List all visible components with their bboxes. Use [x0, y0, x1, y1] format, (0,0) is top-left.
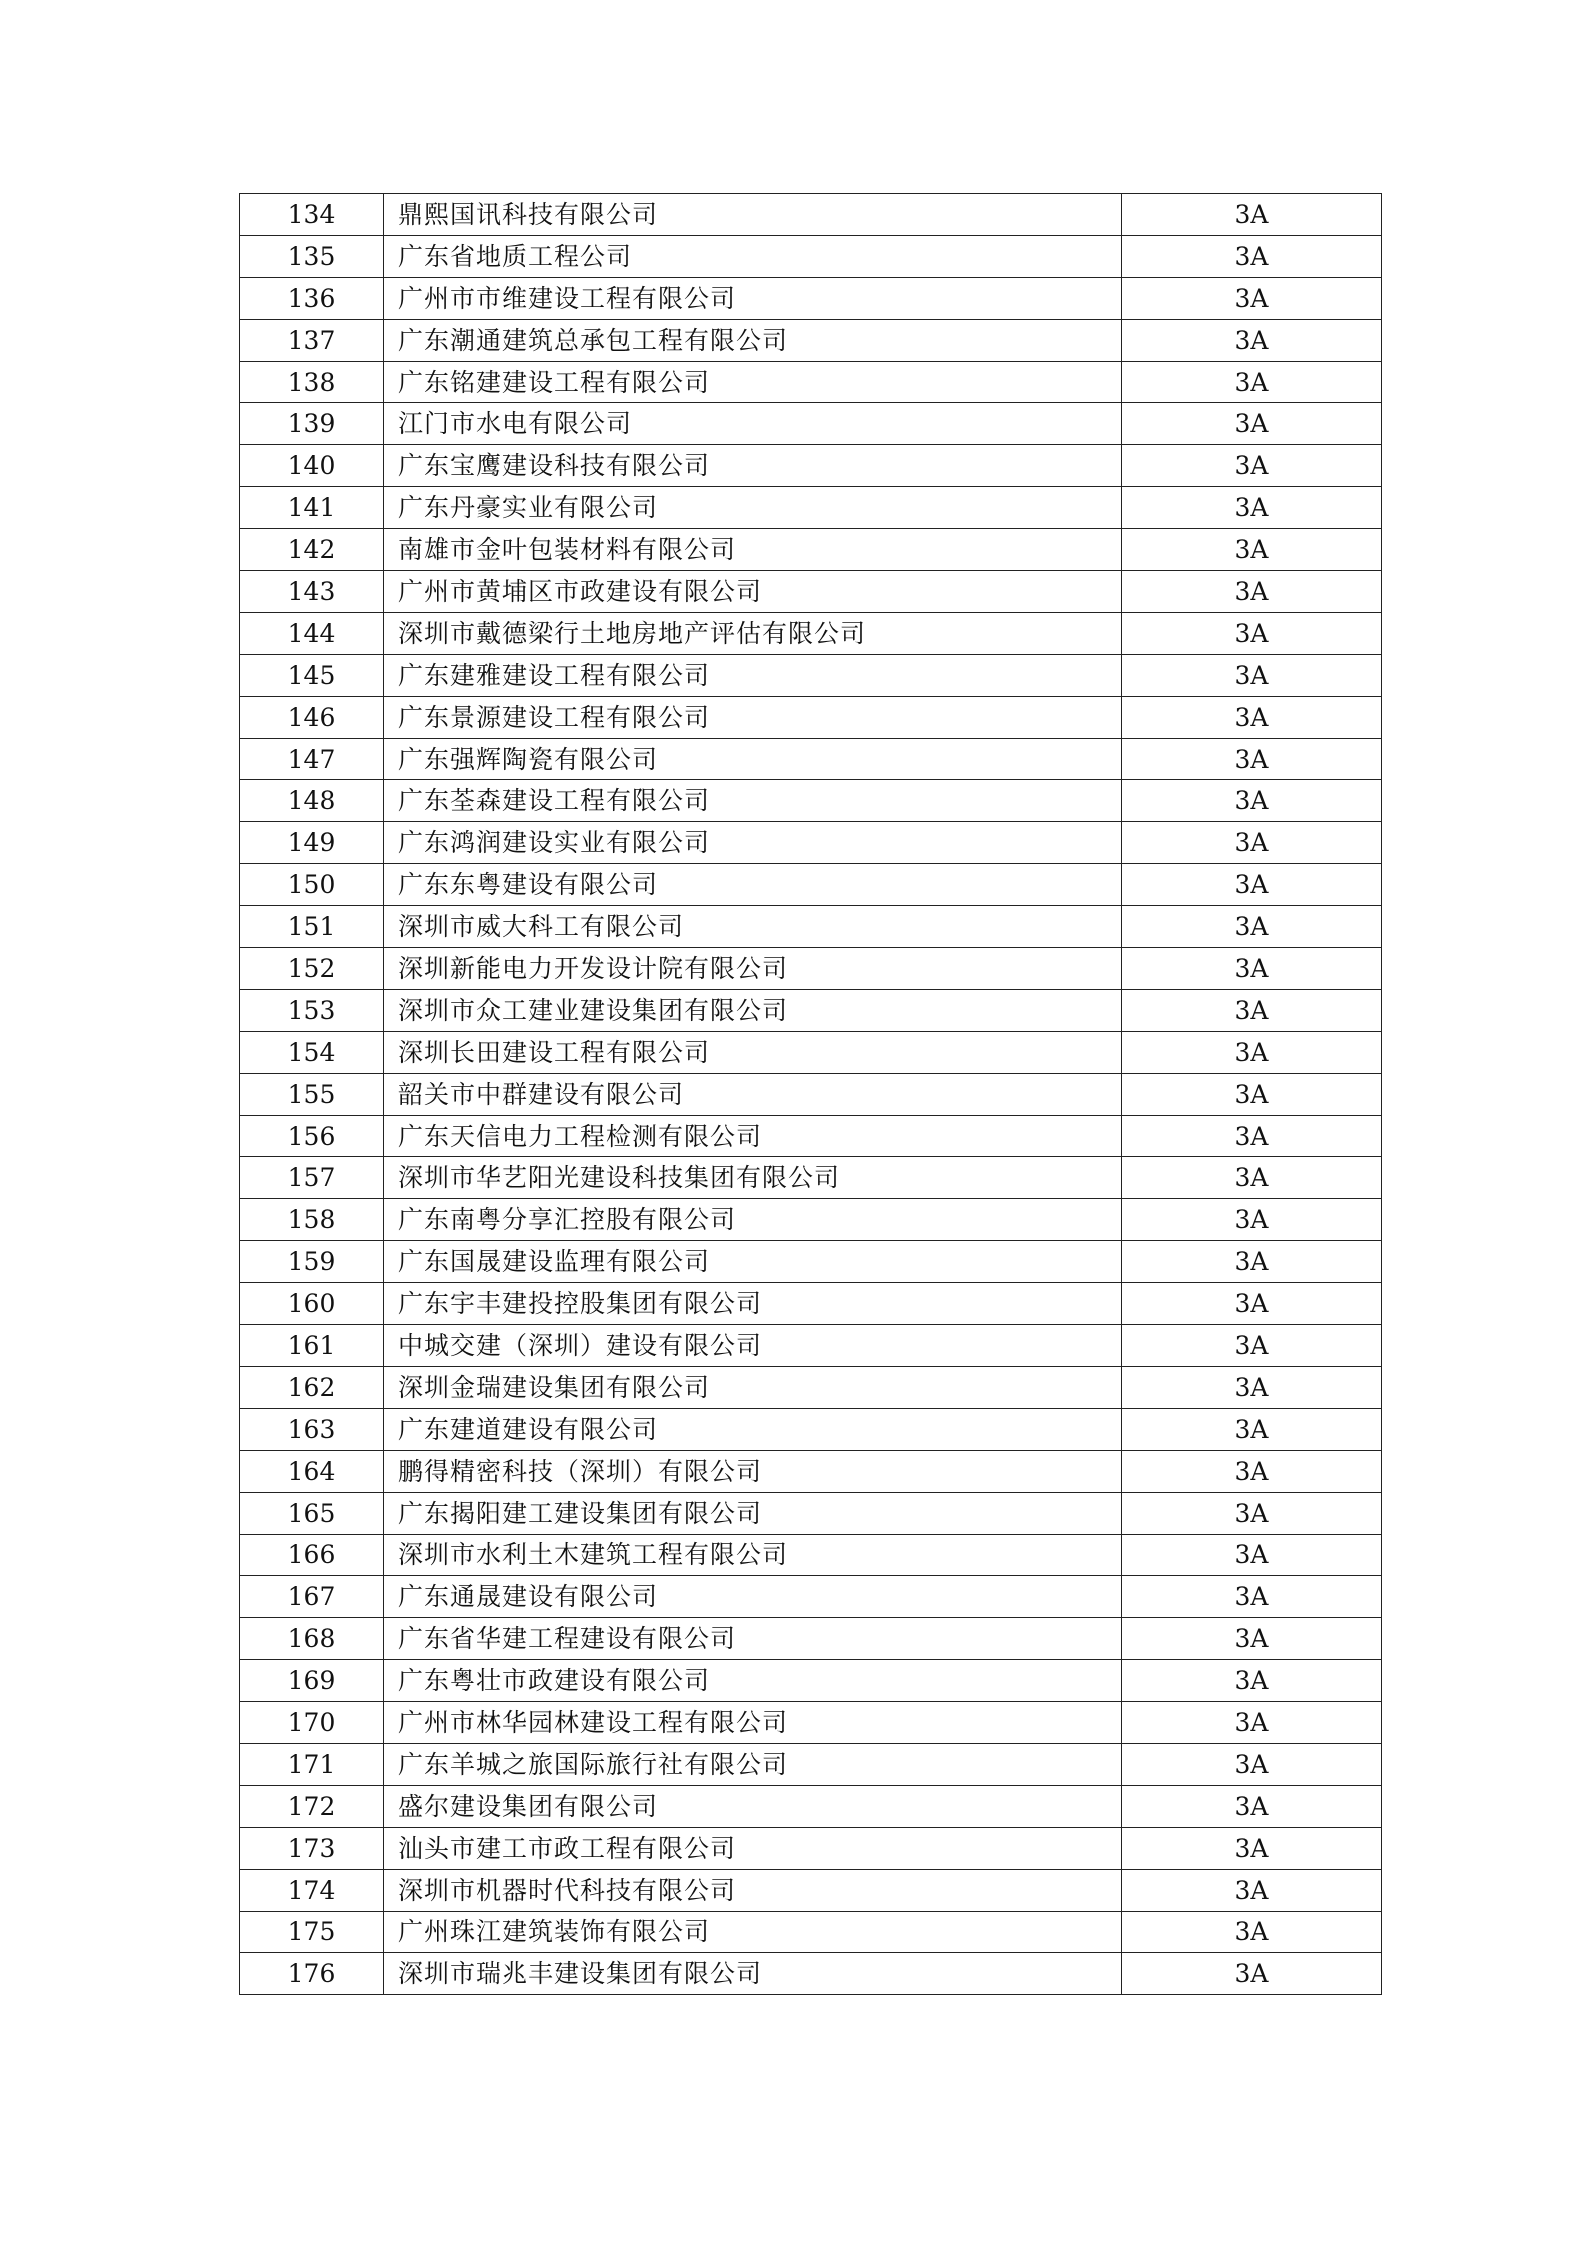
table-row [240, 1366, 1382, 1408]
row-number: 155 [240, 1073, 384, 1115]
row-number: 150 [240, 864, 384, 906]
row-number: 175 [240, 1911, 384, 1953]
row-number: 141 [240, 487, 384, 529]
company-name: 广东景源建设工程有限公司 [384, 696, 1122, 738]
company-name: 广东铭建建设工程有限公司 [384, 361, 1122, 403]
row-number: 174 [240, 1869, 384, 1911]
row-number: 164 [240, 1450, 384, 1492]
credit-grade: 3A [1122, 487, 1382, 529]
credit-grade: 3A [1122, 906, 1382, 948]
credit-grade: 3A [1122, 654, 1382, 696]
table-row [240, 1702, 1382, 1744]
row-number: 137 [240, 319, 384, 361]
table-row [240, 1743, 1382, 1785]
credit-grade: 3A [1122, 319, 1382, 361]
table-row [240, 989, 1382, 1031]
company-name: 江门市水电有限公司 [384, 403, 1122, 445]
table-row [240, 1534, 1382, 1576]
row-number: 159 [240, 1241, 384, 1283]
table-row [240, 1115, 1382, 1157]
row-number: 172 [240, 1785, 384, 1827]
credit-grade: 3A [1122, 1911, 1382, 1953]
credit-grade: 3A [1122, 1450, 1382, 1492]
company-name: 广州珠江建筑装饰有限公司 [384, 1911, 1122, 1953]
credit-grade: 3A [1122, 1199, 1382, 1241]
company-name: 深圳市威大科工有限公司 [384, 906, 1122, 948]
table-row [240, 1492, 1382, 1534]
row-number: 151 [240, 906, 384, 948]
table-row [240, 1618, 1382, 1660]
credit-grade: 3A [1122, 738, 1382, 780]
company-name: 广东粤壮市政建设有限公司 [384, 1660, 1122, 1702]
row-number: 160 [240, 1283, 384, 1325]
company-name: 汕头市建工市政工程有限公司 [384, 1827, 1122, 1869]
company-name: 广东省地质工程公司 [384, 235, 1122, 277]
table-row [240, 948, 1382, 990]
company-name: 深圳长田建设工程有限公司 [384, 1031, 1122, 1073]
company-name: 广东东粤建设有限公司 [384, 864, 1122, 906]
table-row [240, 822, 1382, 864]
table-row [240, 612, 1382, 654]
credit-grade: 3A [1122, 612, 1382, 654]
table-row [240, 1785, 1382, 1827]
company-name: 深圳市众工建业建设集团有限公司 [384, 989, 1122, 1031]
row-number: 154 [240, 1031, 384, 1073]
company-name: 南雄市金叶包装材料有限公司 [384, 529, 1122, 571]
company-name: 深圳市瑞兆丰建设集团有限公司 [384, 1953, 1122, 1995]
row-number: 148 [240, 780, 384, 822]
row-number: 156 [240, 1115, 384, 1157]
table-row [240, 1576, 1382, 1618]
table-row [240, 1157, 1382, 1199]
table-row [240, 1827, 1382, 1869]
company-name: 广东建雅建设工程有限公司 [384, 654, 1122, 696]
table-row [240, 361, 1382, 403]
row-number: 140 [240, 445, 384, 487]
company-name: 广东建道建设有限公司 [384, 1408, 1122, 1450]
row-number: 157 [240, 1157, 384, 1199]
credit-grade: 3A [1122, 1702, 1382, 1744]
credit-grade: 3A [1122, 1785, 1382, 1827]
row-number: 143 [240, 571, 384, 613]
row-number: 147 [240, 738, 384, 780]
company-name: 广州市黄埔区市政建设有限公司 [384, 571, 1122, 613]
table-row [240, 1241, 1382, 1283]
credit-grade: 3A [1122, 403, 1382, 445]
company-name: 广东丹豪实业有限公司 [384, 487, 1122, 529]
credit-grade: 3A [1122, 1408, 1382, 1450]
table-row [240, 529, 1382, 571]
table-row [240, 1199, 1382, 1241]
credit-grade: 3A [1122, 1283, 1382, 1325]
credit-grade: 3A [1122, 948, 1382, 990]
table-row [240, 1325, 1382, 1367]
company-name: 广东宇丰建投控股集团有限公司 [384, 1283, 1122, 1325]
table-row [240, 654, 1382, 696]
table-row [240, 1953, 1382, 1995]
credit-grade: 3A [1122, 445, 1382, 487]
credit-grade: 3A [1122, 864, 1382, 906]
credit-grade: 3A [1122, 235, 1382, 277]
credit-grade: 3A [1122, 194, 1382, 236]
row-number: 166 [240, 1534, 384, 1576]
company-name: 鹏得精密科技（深圳）有限公司 [384, 1450, 1122, 1492]
credit-grade: 3A [1122, 361, 1382, 403]
table-row [240, 864, 1382, 906]
row-number: 173 [240, 1827, 384, 1869]
table-row [240, 696, 1382, 738]
credit-grade: 3A [1122, 1157, 1382, 1199]
table-row [240, 1660, 1382, 1702]
row-number: 138 [240, 361, 384, 403]
row-number: 139 [240, 403, 384, 445]
table-row [240, 1031, 1382, 1073]
table-row [240, 403, 1382, 445]
row-number: 144 [240, 612, 384, 654]
credit-grade: 3A [1122, 1031, 1382, 1073]
row-number: 136 [240, 277, 384, 319]
credit-grade: 3A [1122, 529, 1382, 571]
row-number: 153 [240, 989, 384, 1031]
company-name: 广东荃森建设工程有限公司 [384, 780, 1122, 822]
table-row [240, 1073, 1382, 1115]
credit-grade: 3A [1122, 1366, 1382, 1408]
row-number: 149 [240, 822, 384, 864]
company-name: 广州市市维建设工程有限公司 [384, 277, 1122, 319]
company-name: 深圳新能电力开发设计院有限公司 [384, 948, 1122, 990]
row-number: 161 [240, 1325, 384, 1367]
company-name: 广东国晟建设监理有限公司 [384, 1241, 1122, 1283]
row-number: 168 [240, 1618, 384, 1660]
row-number: 142 [240, 529, 384, 571]
credit-grade: 3A [1122, 1325, 1382, 1367]
company-name: 广东潮通建筑总承包工程有限公司 [384, 319, 1122, 361]
credit-grade: 3A [1122, 1534, 1382, 1576]
row-number: 146 [240, 696, 384, 738]
table-row [240, 1283, 1382, 1325]
company-name: 广东天信电力工程检测有限公司 [384, 1115, 1122, 1157]
table-row [240, 319, 1382, 361]
table-row [240, 738, 1382, 780]
credit-grade: 3A [1122, 1115, 1382, 1157]
credit-grade: 3A [1122, 822, 1382, 864]
row-number: 152 [240, 948, 384, 990]
row-number: 145 [240, 654, 384, 696]
company-name: 广东鸿润建设实业有限公司 [384, 822, 1122, 864]
row-number: 169 [240, 1660, 384, 1702]
table-row [240, 1450, 1382, 1492]
credit-grade: 3A [1122, 780, 1382, 822]
company-name: 广东揭阳建工建设集团有限公司 [384, 1492, 1122, 1534]
credit-grade: 3A [1122, 1953, 1382, 1995]
table-row [240, 194, 1382, 236]
row-number: 176 [240, 1953, 384, 1995]
row-number: 171 [240, 1743, 384, 1785]
table-row [240, 235, 1382, 277]
company-name: 广东强辉陶瓷有限公司 [384, 738, 1122, 780]
credit-grade: 3A [1122, 1618, 1382, 1660]
credit-grade: 3A [1122, 1492, 1382, 1534]
table-row [240, 1911, 1382, 1953]
row-number: 135 [240, 235, 384, 277]
company-name: 广东宝鹰建设科技有限公司 [384, 445, 1122, 487]
table-body [240, 194, 1382, 1995]
table-row [240, 487, 1382, 529]
table-row [240, 277, 1382, 319]
company-name: 广东南粤分享汇控股有限公司 [384, 1199, 1122, 1241]
row-number: 162 [240, 1366, 384, 1408]
company-name: 深圳金瑞建设集团有限公司 [384, 1366, 1122, 1408]
credit-grade: 3A [1122, 696, 1382, 738]
credit-grade: 3A [1122, 989, 1382, 1031]
company-rating-table [239, 193, 1382, 1995]
row-number: 170 [240, 1702, 384, 1744]
company-name: 盛尔建设集团有限公司 [384, 1785, 1122, 1827]
company-name: 深圳市水利土木建筑工程有限公司 [384, 1534, 1122, 1576]
credit-grade: 3A [1122, 1660, 1382, 1702]
credit-grade: 3A [1122, 1869, 1382, 1911]
row-number: 167 [240, 1576, 384, 1618]
company-name: 中城交建（深圳）建设有限公司 [384, 1325, 1122, 1367]
company-name: 深圳市机器时代科技有限公司 [384, 1869, 1122, 1911]
credit-grade: 3A [1122, 1743, 1382, 1785]
credit-grade: 3A [1122, 1576, 1382, 1618]
table-row [240, 1869, 1382, 1911]
company-name: 鼎熙国讯科技有限公司 [384, 194, 1122, 236]
company-name: 广东通晟建设有限公司 [384, 1576, 1122, 1618]
company-name: 深圳市华艺阳光建设科技集团有限公司 [384, 1157, 1122, 1199]
table-row [240, 780, 1382, 822]
credit-grade: 3A [1122, 1241, 1382, 1283]
row-number: 165 [240, 1492, 384, 1534]
company-name: 广东省华建工程建设有限公司 [384, 1618, 1122, 1660]
credit-grade: 3A [1122, 1073, 1382, 1115]
credit-grade: 3A [1122, 277, 1382, 319]
row-number: 158 [240, 1199, 384, 1241]
table-row [240, 445, 1382, 487]
row-number: 163 [240, 1408, 384, 1450]
company-name: 广州市林华园林建设工程有限公司 [384, 1702, 1122, 1744]
table-row [240, 1408, 1382, 1450]
company-name: 韶关市中群建设有限公司 [384, 1073, 1122, 1115]
table-row [240, 571, 1382, 613]
table-row [240, 906, 1382, 948]
credit-grade: 3A [1122, 571, 1382, 613]
company-name: 深圳市戴德梁行土地房地产评估有限公司 [384, 612, 1122, 654]
company-name: 广东羊城之旅国际旅行社有限公司 [384, 1743, 1122, 1785]
credit-grade: 3A [1122, 1827, 1382, 1869]
row-number: 134 [240, 194, 384, 236]
